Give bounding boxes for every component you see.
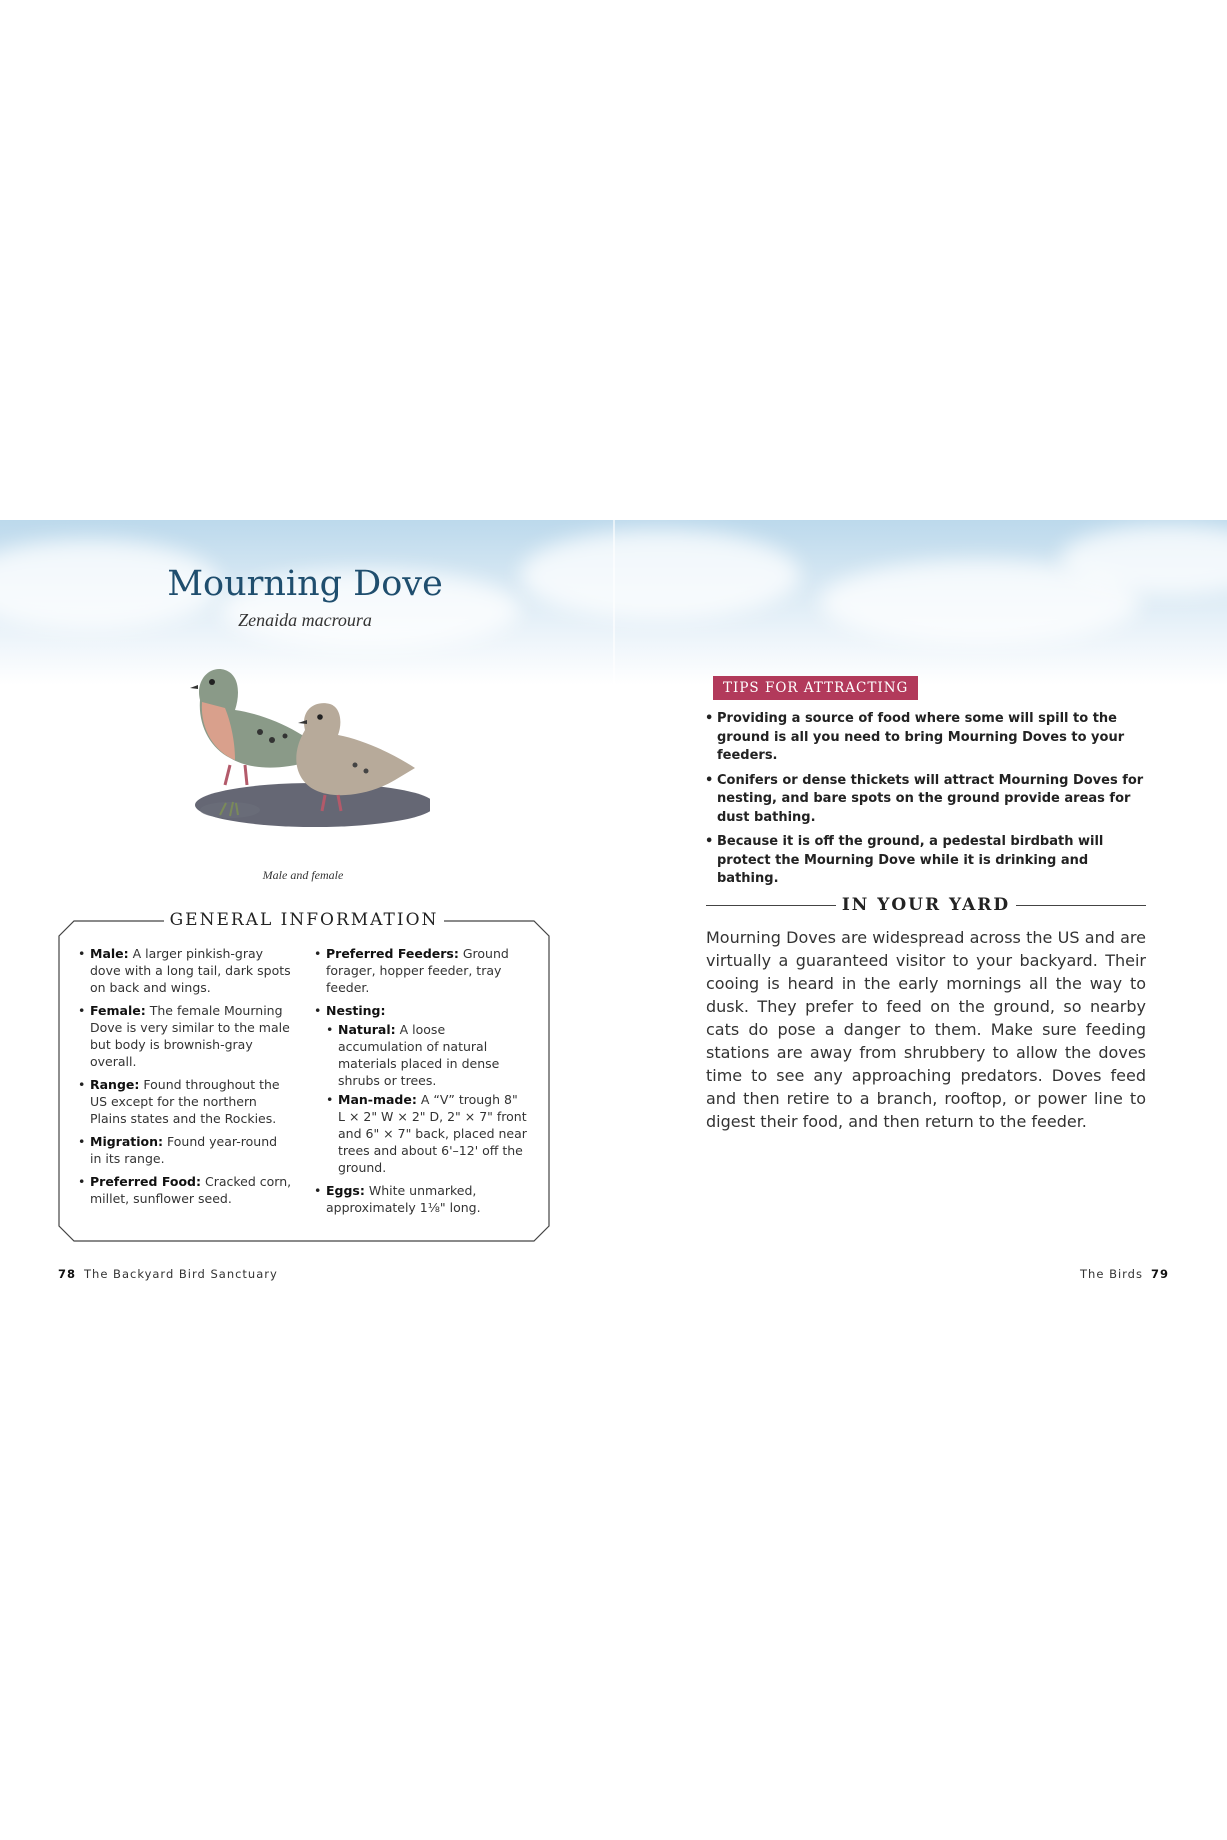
in-your-yard-heading: IN YOUR YARD (706, 895, 1146, 915)
info-preferred-food: • Preferred Food: Cracked corn, millet, sunflower seed. (78, 1173, 292, 1207)
in-your-yard-text: Mourning Doves are widespread across the US and are virtually a guaranteed visitor to your backyard. Their cooing is heard in the early mornings all the way to dusk. They prefer to feed on the ground, so nearby cats do pose a danger to them. Make sure feeding stations are away from shrubbery to allow the doves time to see any approaching predators. Doves feed and then retire to a branch, rooftop, or power line to digest their food, and then return to the feeder. (706, 928, 1146, 1131)
info-male: • Male: A larger pinkish-gray dove with a long tail, dark spots on back and wings. (78, 945, 292, 996)
illustration-caption: Male and female (262, 868, 344, 882)
general-info-left-column (78, 945, 292, 1213)
info-preferred-feeders: • Preferred Feeders: Ground forager, hopper feeder, tray feeder. (314, 945, 528, 996)
book-spread (0, 520, 1227, 1290)
tip-item: • Because it is off the ground, a pedestal birdbath will protect the Mourning Dove while it is drinking and bathing. (705, 833, 1150, 889)
right-page-number: 79 (1150, 1267, 1169, 1281)
tips-list (705, 710, 1150, 895)
info-range: • Range: Found throughout the US except for the northern Plains states and the Rockies. (78, 1076, 292, 1127)
general-information-heading: GENERAL INFORMATION (58, 910, 550, 930)
left-running-title: The Backyard Bird Sanctuary (84, 1267, 278, 1281)
info-nesting-man-made: • Man-made: A “V” trough 8" L × 2" W × 2" D, 2" × 7" front and 6" × 7" back, placed near trees and about 6'–12' off the ground. (326, 1091, 528, 1176)
tips-badge: TIPS FOR ATTRACTING (713, 676, 918, 700)
right-page-footer (1080, 1267, 1169, 1281)
info-female: • Female: The female Mourning Dove is very similar to the male but body is brownish-gray overall. (78, 1002, 292, 1070)
general-info-right-column (314, 945, 528, 1222)
page-title: Mourning Dove (167, 564, 443, 604)
left-page-footer (58, 1267, 278, 1281)
scientific-name: Zenaida macroura (238, 610, 372, 630)
tip-item: • Providing a source of food where some will spill to the ground is all you need to bring Mourning Doves to your feeders. (705, 710, 1150, 766)
info-eggs: • Eggs: White unmarked, approximately 1⅛" long. (314, 1182, 528, 1216)
left-page-number: 78 (58, 1267, 77, 1281)
info-nesting: • Nesting: • Natural: A loose accumulation of natural materials placed in dense shrubs or trees. • Man-made: A “V” trough 8" L × 2" W × 2" D, 2" × 7" front and 6" × 7" back, placed near trees and about 6'–12' off the ground. (314, 1002, 528, 1176)
tip-item: • Conifers or dense thickets will attract Mourning Doves for nesting, and bare spots on the ground provide areas for dust bathing. (705, 772, 1150, 828)
info-nesting-natural: • Natural: A loose accumulation of natural materials placed in dense shrubs or trees. (326, 1021, 528, 1089)
info-migration: • Migration: Found year-round in its range. (78, 1133, 292, 1167)
right-running-title: The Birds (1080, 1267, 1143, 1281)
page-gutter (613, 520, 615, 685)
mourning-dove-illustration (190, 640, 430, 850)
